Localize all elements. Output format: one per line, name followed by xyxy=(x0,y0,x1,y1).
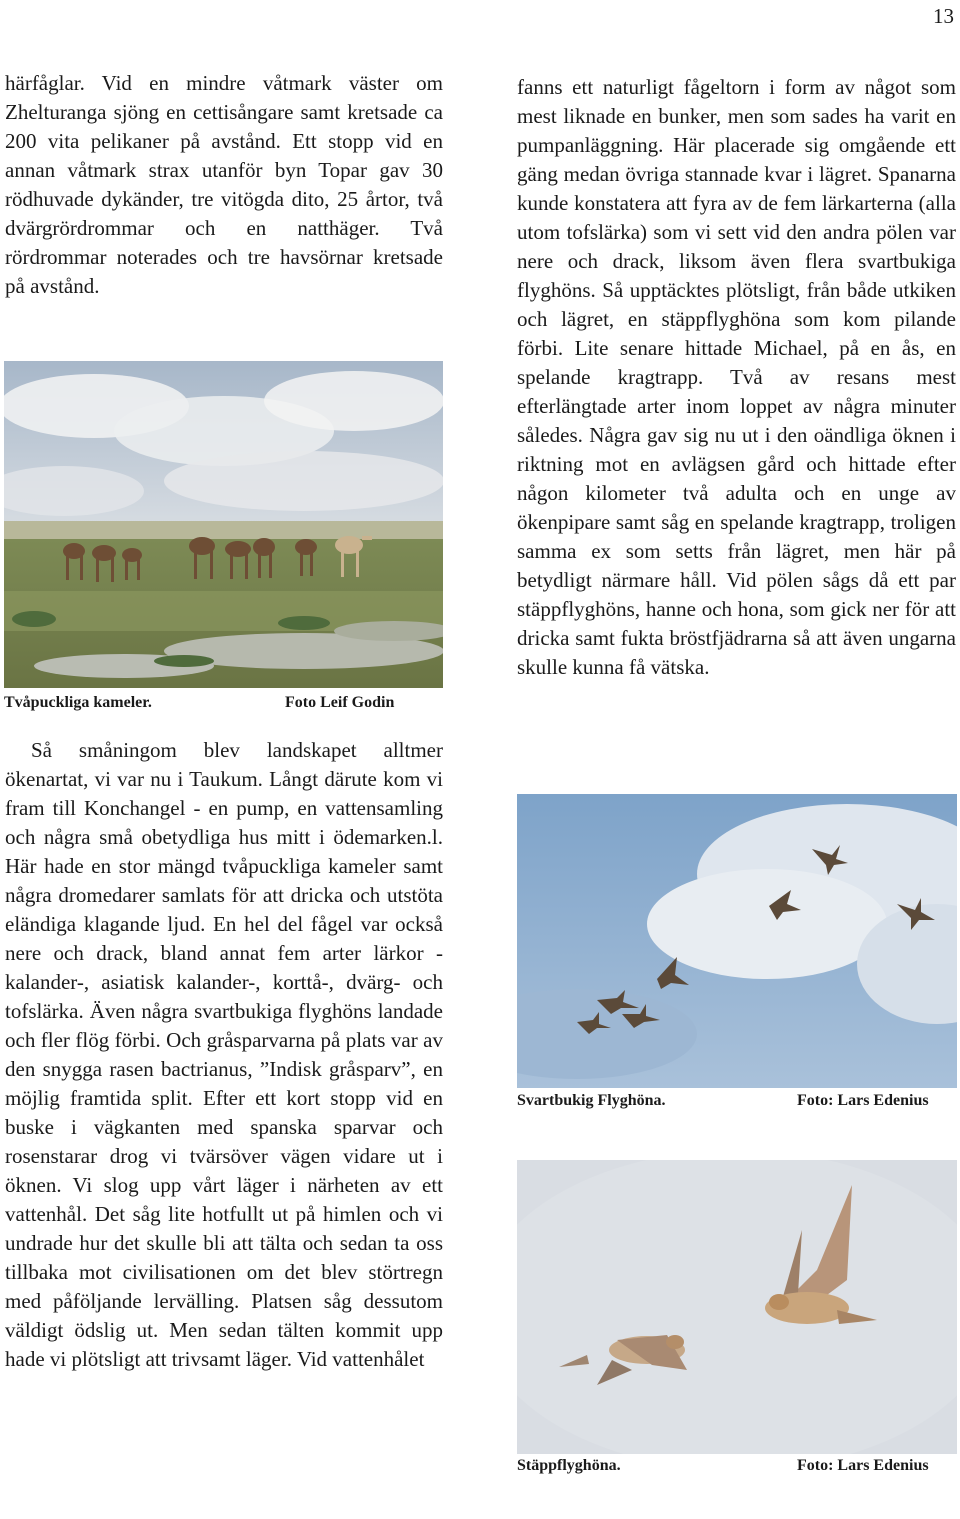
camels-photo xyxy=(4,361,443,688)
page-number: 13 xyxy=(933,4,954,28)
camels-caption: Tvåpuckliga kameler. xyxy=(4,694,152,711)
paragraph: fanns ett naturligt fågeltorn i form av något som mest liknade en bunker, men som sades ha varit en pumpanläggning. Här placerade sig omgående ett gäng medan övriga stannade kvar i lägret. Spanarna kunde konstatera att fyra av de fem lärkarterna (alla utom tofslärka) som vi sett vid den andra pölen var nere och drack, liksom även flera svartbukiga flyghöns. Så upptäcktes plötsligt, från både utkiken och lägret, en stäppflyghöna som kom pilande förbi. Lite senare hittade Michael, på en ås, en spelande kragtrapp. Två av resans mest efterlängtade arter inom loppet av några minuter således. Några gav sig nu ut i den oändliga öknen i riktning mot en avlägsen gård och hittade efter någon kilometer två adulta och en unge av ökenpipare samt såg en spelande kragtrapp, troligen samma ex som setts från lägret, men här på betydligt närmare håll. Vid pölen sågs då ett par stäppflyghöns, hanne och hona, som gick ner för att dricka samt fukta bröstfjädrarna så att även ungarna skulle kunna få vätska. xyxy=(517,75,956,679)
sandgrouse-pair-caption: Stäppflyghöna. xyxy=(517,1457,621,1474)
camels-photo-credit: Foto Leif Godin xyxy=(285,694,395,711)
sandgrouse-flight-photo xyxy=(517,794,957,1088)
sandgrouse-flight-caption: Svartbukig Flyghöna. xyxy=(517,1092,666,1109)
paragraph: Så småningom blev landskapet alltmer ökenartat, vi var nu i Taukum. Långt därute kom vi fram till Konchangel - en pump, en vattensamling och några små obetydliga hus mitt i ödemarken.l. Här hade en stor mängd tvåpuckliga kameler samt några dromedarer samlats för att dricka och utstöta eländiga klagande ljud. En hel del fågel var också nere och drack, bland annat fem arter lärkor - kalander-, asiatisk kalander-, korttå-, dvärg- och tofslärka. Även några svartbukiga flyghöns landade och fler flög förbi. Och gråsparvarna på plats var av den snygga rasen bactrianus, ”Indisk gråsparv”, en möjlig framtida split. Efter ett kort stopp vid en buske i vägkanten med spanska sparvar och rosenstarar drog vi tvärsöver vägen vidare ut i öknen. Vi slog upp vårt läger i närheten av ett vattenhål. Det såg lite hotfullt ut på himlen och vi undrade hur det skulle bli att tälta och sedan ta oss tillbaka mot civilisationen om det blev störtregn med påföljande lervälling. Platsen såg dessutom väldigt ödslig ut. Men sedan tälten kommit upp hade vi plötsligt att trivsamt läger. Vid vattenhålet xyxy=(5,738,443,1371)
sandgrouse-pair-photo xyxy=(517,1160,957,1454)
left-column-bottom-text xyxy=(5,736,443,1374)
left-column-top-text xyxy=(5,69,443,301)
sandgrouse-flight-credit: Foto: Lars Edenius xyxy=(797,1092,929,1109)
paragraph: härfåglar. Vid en mindre våtmark väster om Zhelturanga sjöng en cettisångare samt kretsade ca 200 vita pelikaner på avstånd. Ett stopp vid en annan våtmark strax utanför byn Topar gav 30 rödhuvade dykänder, tre vitögda dito, 25 årtor, två dvärgrördrommar och en natthäger. Två rördrommar noterades och tre havsörnar kretsade på avstånd. xyxy=(5,71,443,298)
right-column-text xyxy=(517,73,956,682)
sandgrouse-pair-credit: Foto: Lars Edenius xyxy=(797,1457,929,1474)
